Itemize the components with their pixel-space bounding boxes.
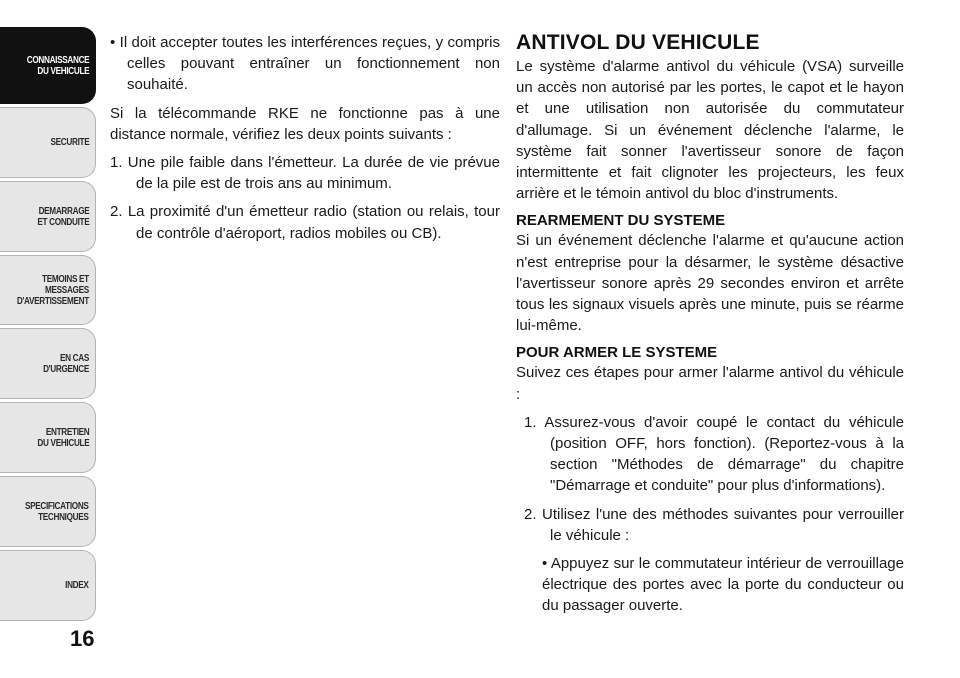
tab-specifications-techniques[interactable]: [0, 476, 96, 547]
tab-label: SPECIFICATIONS TECHNIQUES: [25, 500, 89, 523]
tab-connaissance-du-vehicule[interactable]: [0, 27, 96, 104]
tab-label: DEMARRAGE ET CONDUITE: [37, 205, 89, 228]
tab-en-cas-d-urgence[interactable]: [0, 328, 96, 399]
tab-securite[interactable]: [0, 107, 96, 178]
right-column: [516, 32, 904, 624]
tab-demarrage-et-conduite[interactable]: [0, 181, 96, 252]
tab-index[interactable]: [0, 550, 96, 621]
section-title: ANTIVOL DU VEHICULE: [516, 31, 760, 54]
body-paragraph: Si un événement déclenche l'alarme et qu'aucune action n'est entreprise pour la désarmer, le système désactive l'avertisseur sonore après 29 secondes environ et arrête tous les signaux visuels après une minute, puis se réarme lui-même.: [516, 232, 904, 335]
tab-temoins-et-messages[interactable]: [0, 255, 96, 325]
list-item: 1. Assurez-vous d'avoir coupé le contact du véhicule (position OFF, hors fonction). (Reportez-vous à la section "Méthodes de démarrage" du chapitre "Démarrage et conduite" pour plus d'informations).: [524, 413, 904, 495]
tab-label: CONNAISSANCE DU VEHICULE: [26, 54, 89, 77]
subsection-heading: REARMEMENT DU SYSTEME: [516, 212, 726, 230]
subsection-heading: POUR ARMER LE SYSTEME: [516, 344, 718, 362]
body-paragraph: Suivez ces étapes pour armer l'alarme antivol du véhicule :: [516, 364, 904, 403]
tab-label: EN CAS D'URGENCE: [43, 352, 89, 375]
list-item: 2. Utilisez l'une des méthodes suivantes pour verrouiller le véhicule :: [524, 505, 904, 544]
list-item: 1. Une pile faible dans l'émetteur. La durée de vie prévue de la pile est de trois ans au minimum.: [110, 154, 500, 193]
bullet-paragraph: • Il doit accepter toutes les interférences reçues, y compris celles pouvant entraîner un fonctionnement non souhaité.: [110, 34, 500, 94]
tab-label: TEMOINS ET MESSAGES D'AVERTISSEMENT: [16, 273, 89, 307]
tab-label: INDEX: [65, 580, 89, 591]
list-item: 2. La proximité d'un émetteur radio (station ou relais, tour de contrôle d'aéroport, radios mobiles ou CB).: [110, 203, 500, 242]
sub-bullet: • Appuyez sur le commutateur intérieur de verrouillage électrique des portes avec la porte du conducteur ou du passager ouverte.: [542, 555, 904, 615]
tab-label: ENTRETIEN DU VEHICULE: [37, 426, 89, 449]
page-number: 16: [70, 626, 95, 651]
tab-label: SECURITE: [50, 137, 89, 148]
tab-entretien-du-vehicule[interactable]: [0, 402, 96, 473]
intro-paragraph: Le système d'alarme antivol du véhicule (VSA) surveille un accès non autorisé par les portes, le capot et le hayon et une utilisation non autorisée du commutateur d'allumage. Si un événement déclenche l'alarme, le système fait sonner l'avertisseur sonore de façon intermittente et fait clignoter les projecteurs, les feux arrière et le témoin antivol du bloc d'instruments.: [516, 58, 904, 203]
left-column: [110, 32, 500, 251]
intro-paragraph: Si la télécommande RKE ne fonctionne pas à une distance normale, vérifiez les deux points suivants :: [110, 104, 500, 143]
